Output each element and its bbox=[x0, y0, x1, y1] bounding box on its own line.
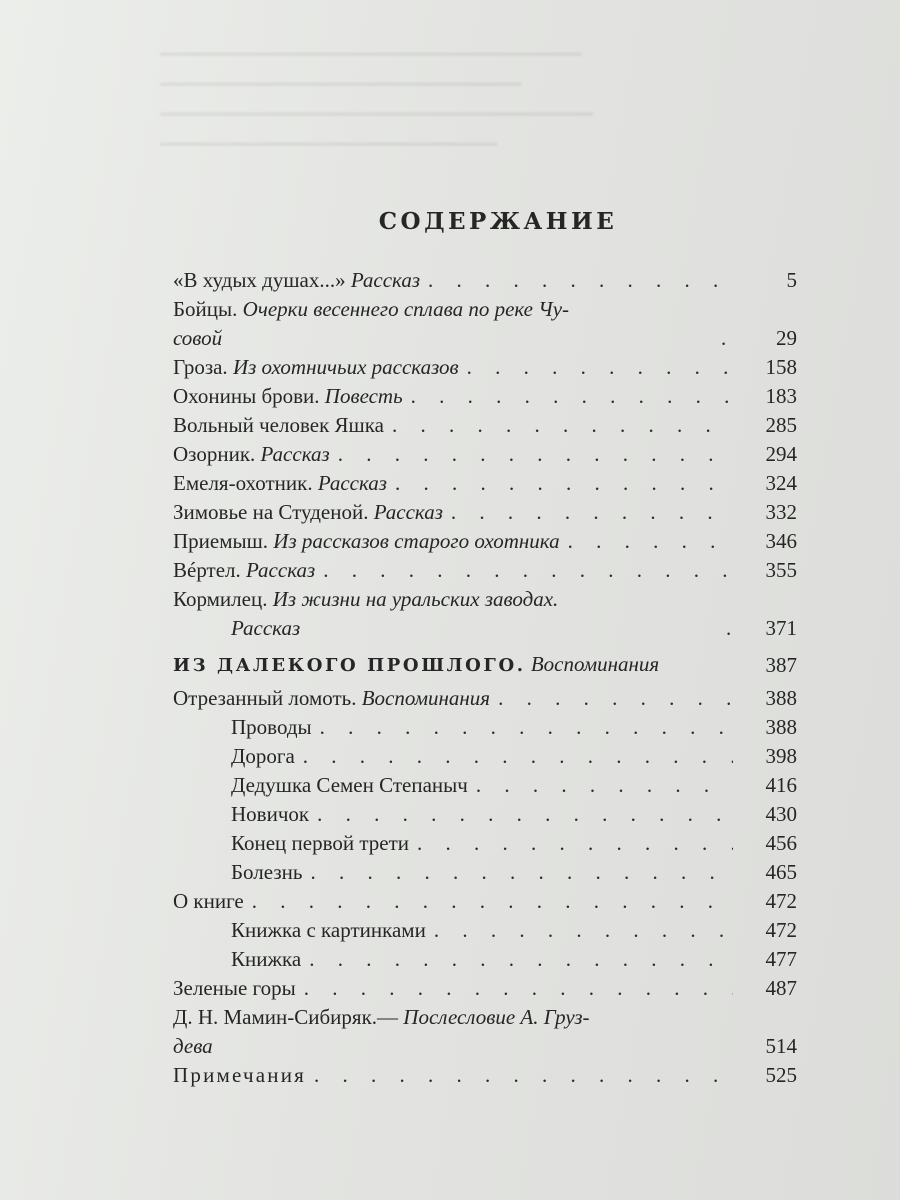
page-number: 472 bbox=[765, 918, 797, 942]
toc-entry[interactable] bbox=[173, 887, 797, 916]
entry-title: Зеленые горы bbox=[173, 976, 296, 1000]
entry-title: Емеля-охотник. bbox=[173, 471, 313, 495]
toc-entry[interactable] bbox=[173, 556, 797, 585]
toc-subentry[interactable] bbox=[173, 829, 797, 858]
page-number: 514 bbox=[765, 1034, 797, 1058]
entry-title: Отрезанный ломоть. bbox=[173, 686, 357, 710]
entry-title: О книге bbox=[173, 889, 244, 913]
entry-subtitle: Рассказ bbox=[350, 268, 421, 292]
leader-dots bbox=[295, 742, 733, 771]
entry-title: Приемыш. bbox=[173, 529, 269, 553]
entry-title: Конец первой трети bbox=[231, 831, 409, 855]
page-title: СОДЕРЖАНИЕ bbox=[378, 208, 618, 235]
leader-dots bbox=[306, 1061, 733, 1090]
toc-entry[interactable] bbox=[173, 353, 797, 382]
entry-subtitle-cont: совой bbox=[173, 326, 223, 350]
leader-dots bbox=[301, 945, 733, 974]
leader-dots bbox=[459, 353, 733, 382]
leader-dots bbox=[409, 829, 733, 858]
toc-subentry[interactable] bbox=[173, 858, 797, 887]
entry-title: Гроза. bbox=[173, 355, 228, 379]
toc-subentry[interactable] bbox=[173, 742, 797, 771]
page-number: 5 bbox=[786, 268, 797, 292]
toc-subentry[interactable] bbox=[173, 713, 797, 742]
leader-dots bbox=[468, 771, 733, 800]
entry-subtitle-cont: дева bbox=[173, 1034, 213, 1058]
page-number: 158 bbox=[765, 355, 797, 379]
entry-subtitle: Из рассказов старого охотника bbox=[273, 529, 560, 553]
toc-entry[interactable] bbox=[173, 527, 797, 556]
toc-entry[interactable] bbox=[173, 498, 797, 527]
bleed-through-text: ━━━━━━━━━━━━━━━━━━━━━━━━━━━━━━━━━━━ ━━━━━━━━━━━━━━━━━━━━━━━━━━━━━━ ━━━━━━━━━━━━━━━━━━━━━━━━━━━━━━━━━━━━ ━━━━━━━━━━━━━━━━━━━━━━━━━━━━ bbox=[160, 44, 594, 156]
page-number: 456 bbox=[765, 831, 797, 855]
table-of-contents bbox=[173, 266, 797, 1090]
entry-subtitle-cont: Рассказ bbox=[231, 616, 301, 640]
entry-subtitle: Послесловие А. Груз- bbox=[403, 1005, 590, 1029]
leader-dots bbox=[443, 498, 733, 527]
toc-entry[interactable] bbox=[173, 469, 797, 498]
entry-title: Кормилец. bbox=[173, 587, 268, 611]
entry-title: Дорога bbox=[231, 744, 295, 768]
page-number: 29 bbox=[776, 326, 797, 350]
toc-entry[interactable] bbox=[173, 585, 797, 643]
leader-dots bbox=[330, 440, 733, 469]
page-number: 487 bbox=[765, 976, 797, 1000]
leader-dots bbox=[387, 469, 733, 498]
leader-dots bbox=[244, 887, 733, 916]
leader-dots bbox=[403, 382, 733, 411]
page-number: 477 bbox=[765, 947, 797, 971]
page-number: 416 bbox=[765, 773, 797, 797]
entry-title: Книжка с картинками bbox=[231, 918, 426, 942]
entry-subtitle: Рассказ bbox=[317, 471, 387, 495]
entry-title: Проводы bbox=[231, 715, 312, 739]
page-number: 346 bbox=[765, 529, 797, 553]
entry-subtitle: Рассказ bbox=[246, 558, 316, 582]
toc-subentry[interactable] bbox=[173, 771, 797, 800]
entry-subtitle: Очерки весеннего сплава по реке Чу- bbox=[242, 297, 570, 321]
leader-dots bbox=[490, 684, 733, 713]
leader-dots bbox=[315, 556, 733, 585]
page-number: 388 bbox=[765, 686, 797, 710]
entry-title: Бойцы. bbox=[173, 297, 238, 321]
toc-subentry[interactable] bbox=[173, 945, 797, 974]
leader-dots bbox=[384, 411, 733, 440]
leader-dots bbox=[560, 527, 733, 556]
entry-subtitle: Из жизни на уральских заводах. bbox=[272, 587, 559, 611]
page-number: 398 bbox=[765, 744, 797, 768]
page-number: 355 bbox=[765, 558, 797, 582]
toc-entry[interactable] bbox=[173, 684, 797, 713]
page-number: 371 bbox=[765, 616, 797, 640]
page-number: 472 bbox=[765, 889, 797, 913]
page-number: 285 bbox=[765, 413, 797, 437]
toc-entry[interactable] bbox=[173, 266, 797, 295]
entry-title: Примечания bbox=[173, 1063, 307, 1087]
toc-entry[interactable] bbox=[173, 295, 797, 353]
entry-title: Книжка bbox=[231, 947, 302, 971]
entry-title: Вольный человек Яшка bbox=[173, 413, 384, 437]
page-number: 525 bbox=[765, 1063, 797, 1087]
page-number: 332 bbox=[765, 500, 797, 524]
toc-entry[interactable] bbox=[173, 1061, 797, 1090]
entry-title: Зимовье на Студеной. bbox=[173, 500, 369, 524]
leader-dots bbox=[426, 916, 733, 945]
leader-dots bbox=[302, 858, 733, 887]
entry-title: Болезнь bbox=[231, 860, 303, 884]
page-number: 465 bbox=[765, 860, 797, 884]
entry-subtitle: Рассказ bbox=[260, 442, 330, 466]
leader-dots bbox=[309, 800, 733, 829]
leader-dots bbox=[312, 713, 733, 742]
leader-dots bbox=[713, 324, 733, 353]
entry-subtitle: Из охотничьих рассказов bbox=[232, 355, 459, 379]
toc-subentry[interactable] bbox=[173, 800, 797, 829]
entry-title: «В худых душах...» bbox=[173, 268, 346, 292]
entry-title: Охонины брови. bbox=[173, 384, 320, 408]
toc-entry[interactable] bbox=[173, 974, 797, 1003]
entry-title: Д. Н. Мамин-Сибиряк.— bbox=[173, 1005, 399, 1029]
leader-dots bbox=[420, 266, 733, 295]
page-number: 387 bbox=[765, 653, 797, 677]
toc-subentry[interactable] bbox=[173, 916, 797, 945]
entry-title: Вéртел. bbox=[173, 558, 241, 582]
page-number: 324 bbox=[765, 471, 797, 495]
entry-subtitle: Повесть bbox=[324, 384, 403, 408]
toc-entry[interactable] bbox=[173, 382, 797, 411]
leader-dots bbox=[718, 614, 733, 643]
page-number: 294 bbox=[765, 442, 797, 466]
toc-entry[interactable] bbox=[173, 1003, 797, 1061]
section-subtitle: Воспоминания bbox=[530, 652, 660, 676]
entry-subtitle: Воспоминания bbox=[361, 686, 491, 710]
toc-entry[interactable] bbox=[173, 411, 797, 440]
section-title: ИЗ ДАЛЕКОГО ПРОШЛОГО. bbox=[173, 655, 526, 676]
page-number: 388 bbox=[765, 715, 797, 739]
toc-entry[interactable] bbox=[173, 440, 797, 469]
page-number: 183 bbox=[765, 384, 797, 408]
toc-section-entry[interactable] bbox=[173, 651, 797, 680]
entry-title: Новичок bbox=[231, 802, 310, 826]
entry-title: Дедушка Семен Степаныч bbox=[231, 773, 468, 797]
entry-subtitle: Рассказ bbox=[373, 500, 443, 524]
entry-title: Озорник. bbox=[173, 442, 256, 466]
page-number: 430 bbox=[765, 802, 797, 826]
leader-dots bbox=[296, 974, 733, 1003]
